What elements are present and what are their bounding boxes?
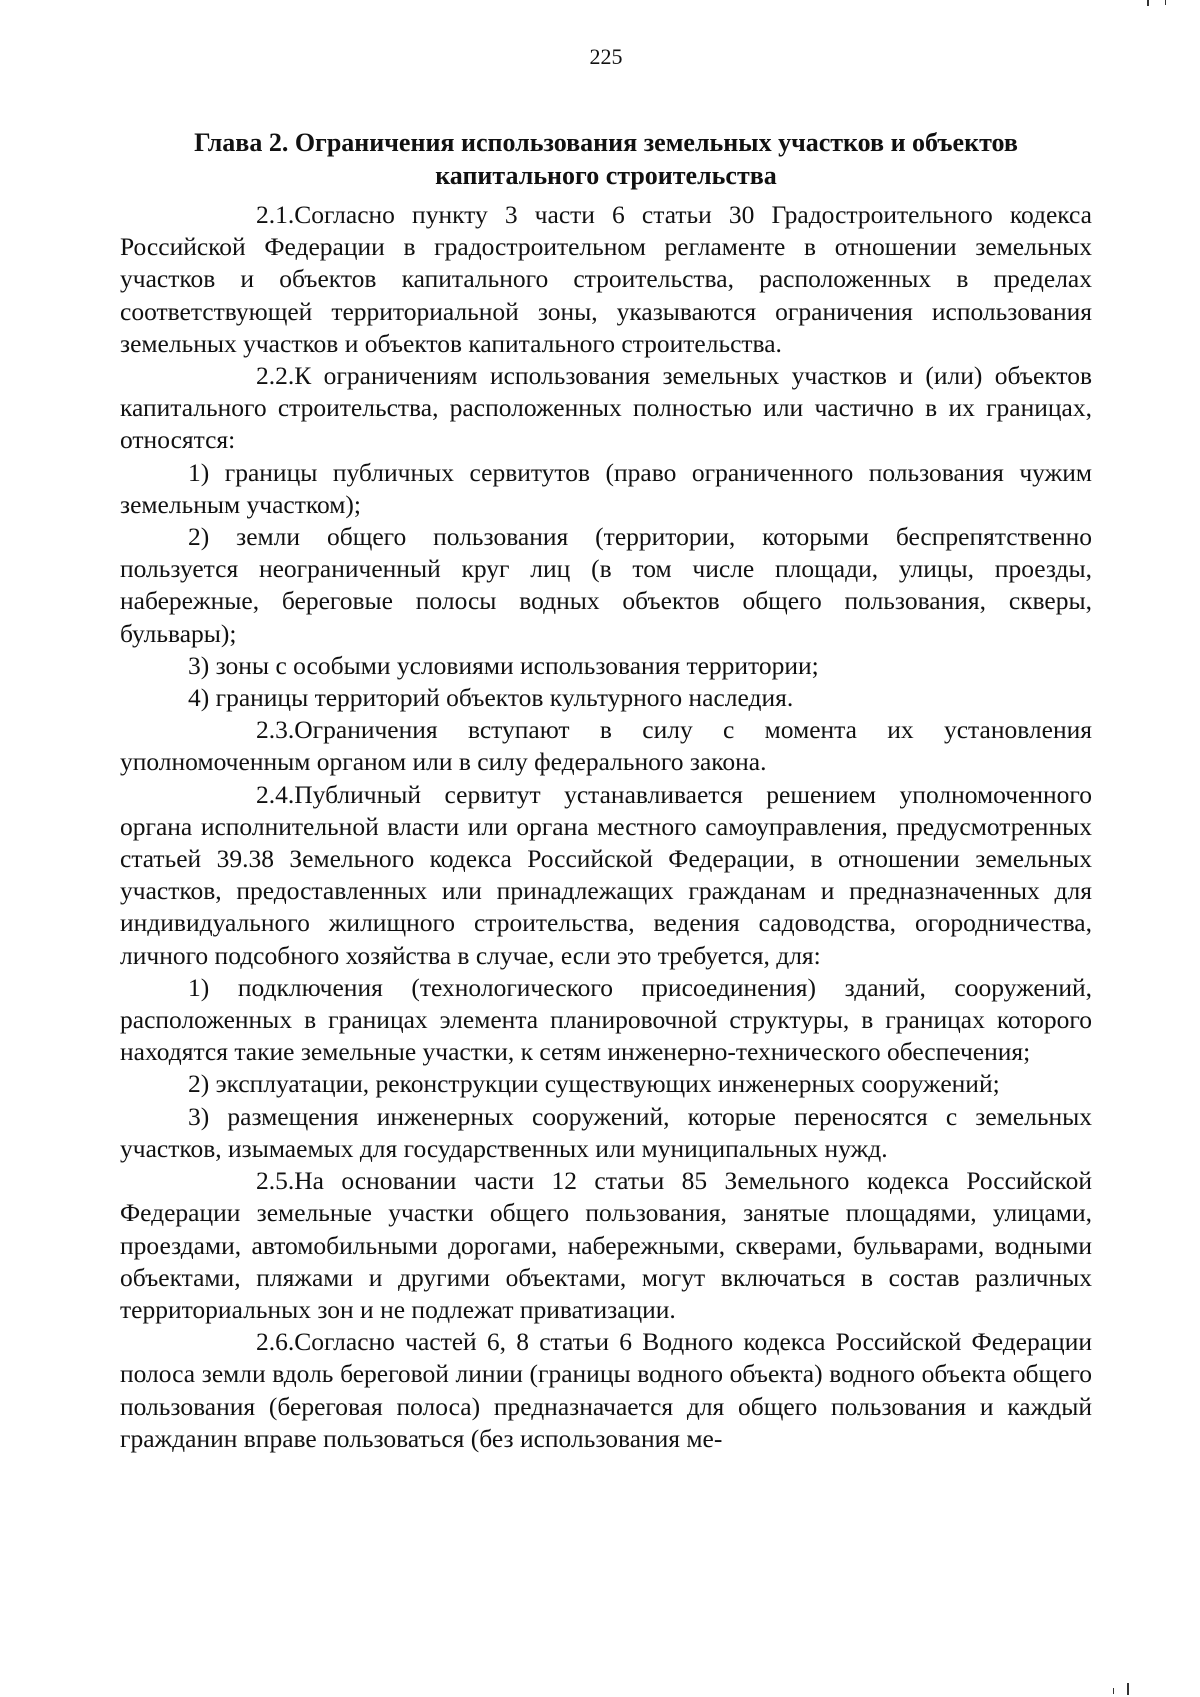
scan-mark — [1147, 0, 1149, 6]
list-item-text: 1) границы публичных сервитутов (право ограниченного пользования чужим земельным участком); — [120, 457, 1092, 519]
paragraph-2-2 — [120, 360, 1092, 457]
list-item-text: 2) земли общего пользования (территории, которыми беспрепятственно пользуется неограниченный круг лиц (в том числе площади, улицы, проезды, набережные, береговые полосы водных объектов общего пользования, скверы, бульвары); — [120, 522, 1092, 648]
paragraph-text: Публичный сервитут устанавливается решением уполномоченного органа исполнительной власти или органа местного самоуправления, предусмотренных статьей 39.38 Земельного кодекса Российской Федерации, в отношении земельных участков, предоставленных или принадлежащих гражданам и предназначенных для индивидуального жилищного строительства, ведения садоводства, огородничества, личного подсобного хозяйства в случае, если это требуется, для: — [120, 779, 1092, 970]
list-item-text: 3) зоны с особыми условиями использования территории; — [188, 650, 819, 680]
paragraph-2-1 — [120, 199, 1092, 360]
list-item — [120, 1101, 1092, 1165]
list-item — [120, 650, 1092, 682]
list-item-text: 2) эксплуатации, реконструкции существующих инженерных сооружений; — [188, 1069, 1000, 1099]
paragraph-number: 2.2. — [256, 361, 295, 391]
page-number: 225 — [589, 44, 623, 69]
scan-mark — [1113, 1688, 1114, 1694]
paragraph-2-5 — [120, 1165, 1092, 1326]
list-item — [120, 521, 1092, 650]
paragraph-2-6 — [120, 1326, 1092, 1455]
list-item-text: 1) подключения (технологического присоединения) зданий, сооружений, расположенных в границах элемента планировочной структуры, в границах которого находятся такие земельные участки, к сетям инженерно-технического обеспечения; — [120, 972, 1092, 1067]
paragraph-text: Согласно пункту 3 части 6 статьи 30 Градостроительного кодекса Российской Федерации в градостроительном регламенте в отношении земельных участков и объектов капитального строительства, расположенных в пределах соответствующей территориальной зоны, указываются ограничения использования земельных участков и объектов капитального строительства. — [120, 200, 1092, 358]
paragraph-text: К ограничениям использования земельных участков и (или) объектов капитального строительства, расположенных полностью или частично в их границах, относятся: — [120, 361, 1092, 455]
list-item — [120, 1068, 1092, 1100]
paragraph-text: На основании части 12 статьи 85 Земельного кодекса Российской Федерации земельные участки общего пользования, занятые площадями, улицами, проездами, автомобильными дорогами, набережными, скверами, бульварами, водными объектами, пляжами и другими объектами, могут включаться в состав различных территориальных зон и не подлежат приватизации. — [120, 1166, 1092, 1324]
body-text — [120, 199, 1092, 1455]
paragraph-text: Ограничения вступают в силу с момента их установления уполномоченным органом или в силу федерального закона. — [120, 715, 1092, 777]
list-item-text: 3) размещения инженерных сооружений, которые переносятся с земельных участков, изымаемых для государственных или муниципальных нужд. — [120, 1101, 1092, 1163]
paragraph-2-3 — [120, 714, 1092, 778]
paragraph-number: 2.3. — [256, 715, 295, 745]
list-item — [120, 682, 1092, 714]
list-item — [120, 972, 1092, 1069]
paragraph-number: 2.1. — [256, 200, 295, 229]
list-item — [120, 457, 1092, 521]
scan-mark — [1165, 0, 1166, 5]
paragraph-text: Согласно частей 6, 8 статьи 6 Водного кодекса Российской Федерации полоса земли вдоль береговой линии (границы водного объекта) водного объекта общего пользования (береговая полоса) предназначается для общего пользования и каждый гражданин вправе пользоваться (без использования ме- — [120, 1327, 1092, 1453]
paragraph-number: 2.4. — [256, 779, 295, 809]
list-item-text: 4) границы территорий объектов культурного наследия. — [188, 683, 794, 713]
chapter-title: Глава 2. Ограничения использования земельных участков и объектов капитального строительства — [194, 128, 1018, 190]
scan-mark — [1127, 1683, 1129, 1695]
paragraph-number: 2.6. — [256, 1327, 295, 1357]
paragraph-2-4 — [120, 779, 1092, 972]
paragraph-number: 2.5. — [256, 1166, 295, 1196]
